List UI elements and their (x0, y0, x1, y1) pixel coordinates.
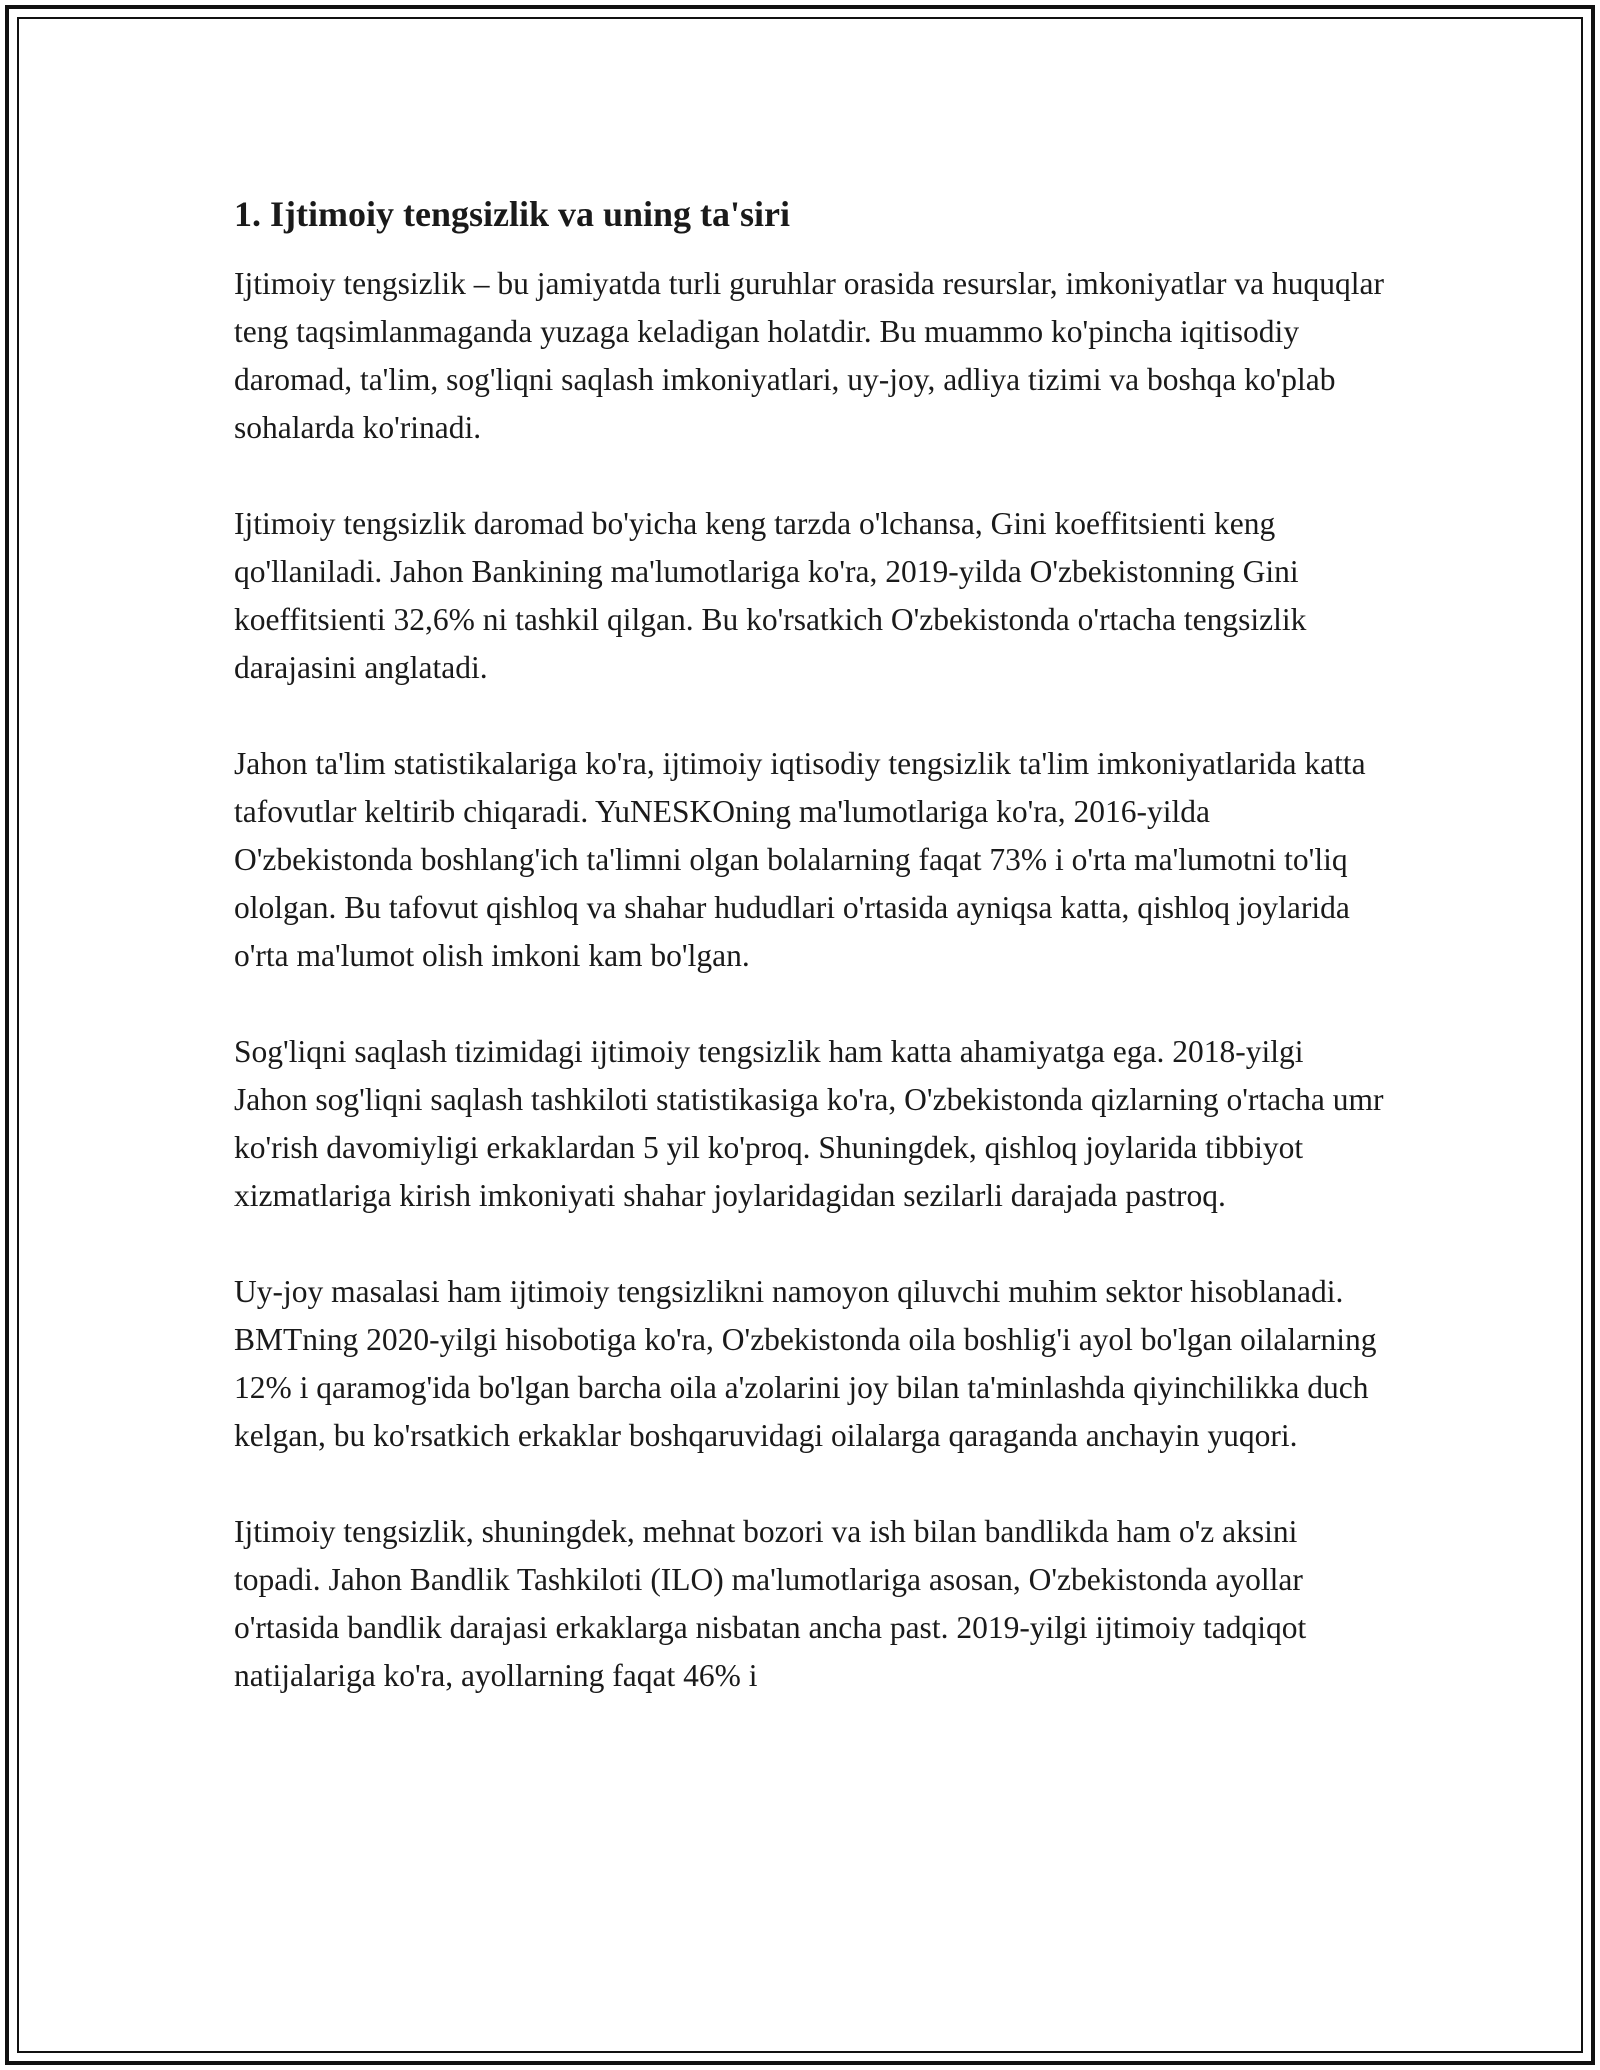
paragraph-definition: Ijtimoiy tengsizlik – bu jamiyatda turli guruhlar orasida resurslar, imkoniyatlar va huquqlar teng taqsimlanmaganda yuzaga keladigan holatdir. Bu muammo ko'pincha iqitisodiy daromad, ta'lim, sog'liqni saqlash imkoniyatlari, uy-joy, adliya tizimi va boshqa ko'plab sohalarda ko'rinadi. (234, 266, 1384, 445)
paragraph-health: Sog'liqni saqlash tizimidagi ijtimoiy tengsizlik ham katta ahamiyatga ega. 2018-yilgi Jahon sog'liqni saqlash tashkiloti statistikasiga ko'ra, O'zbekistonda qizlarning o'rtacha umr ko'rish davomiyligi erkaklardan 5 yil ko'proq. Shuningdek, qishloq joylarida tibbiyot xizmatlariga kirish imkoniyati shahar joylaridagidan sezilarli darajada pastroq. (234, 1034, 1384, 1213)
document-body (234, 190, 1384, 1748)
section-heading: 1. Ijtimoiy tengsizlik va uning ta'siri (234, 194, 791, 234)
paragraph-housing: Uy-joy masalasi ham ijtimoiy tengsizlikni namoyon qiluvchi muhim sektor hisoblanadi. BMTning 2020-yilgi hisobotiga ko'ra, O'zbekistonda oila boshlig'i ayol bo'lgan oilalarning 12% i qaramog'ida bo'lgan barcha oila a'zolarini joy bilan ta'minlashda qiyinchilikka duch kelgan, bu ko'rsatkich erkaklar boshqaruvidagi oilalarga qaraganda anchayin yuqori. (234, 1274, 1377, 1453)
paragraph-education: Jahon ta'lim statistikalariga ko'ra, ijtimoiy iqtisodiy tengsizlik ta'lim imkoniyatlarida katta tafovutlar keltirib chiqaradi. YuNESKOning ma'lumotlariga ko'ra, 2016-yilda O'zbekistonda boshlang'ich ta'limni olgan bolalarning faqat 73% i o'rta ma'lumotni to'liq ololgan. Bu tafovut qishloq va shahar hududlari o'rtasida ayniqsa katta, qishloq joylarida o'rta ma'lumot olish imkoni kam bo'lgan. (234, 746, 1366, 973)
paragraph-employment: Ijtimoiy tengsizlik, shuningdek, mehnat bozori va ish bilan bandlikda ham o'z aksini topadi. Jahon Bandlik Tashkiloti (ILO) ma'lumotlariga asosan, O'zbekistonda ayollar o'rtasida bandlik darajasi erkaklarga nisbatan ancha past. 2019-yilgi ijtimoiy tadqiqot natijalariga ko'ra, ayollarning faqat 46% i (234, 1514, 1307, 1693)
paragraph-gini: Ijtimoiy tengsizlik daromad bo'yicha keng tarzda o'lchansa, Gini koeffitsienti keng qo'llaniladi. Jahon Bankining ma'lumotlariga ko'ra, 2019-yilda O'zbekistonning Gini koeffitsienti 32,6% ni tashkil qilgan. Bu ko'rsatkich O'zbekistonda o'rtacha tengsizlik darajasini anglatadi. (234, 506, 1307, 685)
